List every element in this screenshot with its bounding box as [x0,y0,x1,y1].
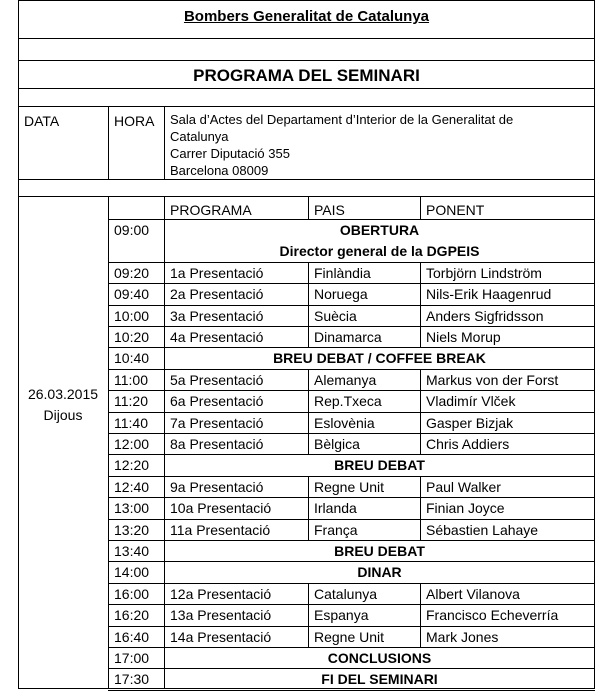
ponent-column-header: PONENT [426,202,485,218]
grid-line [108,626,595,627]
pais-cell: Noruega [314,286,368,303]
programa-cell: 12a Presentació [170,585,272,602]
grid-line [108,283,595,284]
pais-cell: Regne Unit [314,478,385,495]
grid-line [108,196,109,688]
ponent-cell: Paul Walker [426,478,501,495]
grid-line [308,412,309,433]
ponent-cell: Torbjörn Lindström [426,264,542,281]
pais-cell: Catalunya [314,585,378,602]
programa-cell: 6a Presentació [170,393,264,410]
pais-cell: Dinamarca [314,329,382,345]
time-cell: 11:00 [114,371,148,388]
time-cell: 11:40 [114,414,148,431]
ponent-cell: Francisco Echeverría [426,607,559,624]
grid-line [308,196,309,219]
seminar-weekday: Dijous [43,407,83,423]
session-label: CONCLUSIONS [327,650,432,666]
grid-line [18,60,595,61]
time-cell: 09:00 [114,222,150,238]
time-cell: 16:00 [114,585,150,602]
session-label: BREU DEBAT [334,543,425,559]
pais-cell: Finlàndia [314,264,371,281]
pais-cell: França [314,521,358,538]
grid-line [164,196,165,688]
time-cell: 16:40 [114,628,150,645]
time-cell: 13:20 [114,521,150,538]
time-cell: 12:40 [114,478,150,495]
grid-line [108,219,595,220]
grid-line [420,519,421,540]
grid-line [108,433,595,434]
time-cell: 16:20 [114,607,150,624]
time-cell: 09:40 [114,286,150,303]
seminar-date: 26.03.2015 [27,386,99,402]
grid-line [308,262,309,283]
programa-cell: 8a Presentació [170,436,264,452]
pais-cell: Suècia [314,307,357,324]
grid-line [164,106,165,179]
grid-line [308,497,309,518]
programa-cell: 11a Presentació [170,521,271,538]
programa-cell: 14a Presentació [170,628,272,645]
time-cell: 09:20 [114,264,150,281]
time-cell: 10:00 [114,307,150,324]
grid-line [308,433,309,454]
ponent-cell: Nils-Erik Haagenrud [426,286,552,303]
grid-line [108,476,595,477]
grid-line [108,305,595,306]
grid-line [420,305,421,326]
grid-line [108,561,595,562]
ponent-cell: Sébastien Lahaye [426,521,539,538]
time-cell: 12:00 [114,436,150,452]
venue-address-line-3: Carrer Diputació 355 [170,146,290,161]
grid-line [308,369,309,390]
venue-address-line-1: Sala d’Actes del Departament d’Interior de la Generalitat de [170,112,514,127]
grid-line [420,476,421,497]
session-label: BREU DEBAT [334,457,425,474]
ponent-cell: Chris Addiers [426,436,510,452]
grid-line [420,369,421,390]
grid-line [108,262,595,263]
grid-line [308,390,309,411]
programa-cell: 13a Presentació [170,607,272,624]
programa-cell: 5a Presentació [170,371,264,388]
grid-line [108,540,595,541]
ponent-cell: Finian Joyce [426,500,505,517]
programa-cell: 7a Presentació [170,414,264,431]
grid-line [594,0,595,688]
venue-address-line-2: Catalunya [170,129,229,144]
grid-line [308,519,309,540]
grid-line [18,38,595,39]
venue-address-line-4: Barcelona 08009 [170,163,269,178]
grid-line [18,0,595,1]
pais-cell: Regne Unit [314,628,385,645]
time-cell: 10:20 [114,329,150,345]
time-cell: 14:00 [114,564,150,581]
hora-label: HORA [114,113,155,129]
grid-line [18,179,595,180]
program-title: PROGRAMA DEL SEMINARI [193,66,420,85]
session-label: FI DEL SEMINARI [321,671,438,688]
grid-line [420,326,421,347]
session-label: DINAR [357,564,402,581]
data-label: DATA [24,113,60,129]
time-cell: 17:00 [114,650,150,666]
grid-line [108,454,595,455]
pais-cell: Alemanya [314,371,377,388]
grid-line [108,497,595,498]
ponent-cell: Markus von der Forst [426,371,559,388]
grid-line [108,326,595,327]
pais-cell: Bèlgica [314,436,360,452]
grid-line [420,283,421,304]
grid-line [108,690,595,691]
grid-line [308,283,309,304]
grid-line [420,497,421,518]
grid-line [420,262,421,283]
grid-line [420,433,421,454]
grid-line [18,196,595,197]
time-cell: 13:40 [114,543,150,559]
session-sublabel: Director general de la DGPEIS [279,243,480,260]
grid-line [18,88,595,89]
grid-line [18,688,595,689]
ponent-cell: Vladimír Vlček [426,393,516,410]
session-label: BREU DEBAT / COFFEE BREAK [273,350,486,367]
pais-cell: Irlanda [314,500,357,517]
grid-line [108,519,595,520]
grid-line [108,412,595,413]
time-cell: 13:00 [114,500,150,517]
time-cell: 12:20 [114,457,150,474]
programa-cell: 1a Presentació [170,264,264,281]
grid-line [18,106,595,107]
pais-cell: Eslovènia [314,414,375,431]
time-cell: 10:40 [114,350,150,367]
grid-line [108,390,595,391]
pais-cell: Espanya [314,607,369,624]
pais-cell: Rep.Txeca [314,393,382,410]
grid-line [108,347,595,348]
grid-line [420,604,421,625]
grid-line [420,412,421,433]
programa-column-header: PROGRAMA [170,202,252,218]
grid-line [308,476,309,497]
grid-line [308,305,309,326]
time-cell: 17:30 [114,671,150,688]
grid-line [420,583,421,604]
grid-line [308,604,309,625]
ponent-cell: Albert Vilanova [426,585,520,602]
grid-line [108,647,595,648]
grid-line [308,326,309,347]
time-cell: 11:20 [114,393,148,410]
programa-cell: 3a Presentació [170,307,264,324]
ponent-cell: Mark Jones [426,628,499,645]
grid-line [108,668,595,669]
grid-line [308,626,309,647]
grid-line [420,626,421,647]
grid-line [108,369,595,370]
grid-line [108,583,595,584]
grid-line [420,390,421,411]
ponent-cell: Niels Morup [426,329,501,345]
programa-cell: 4a Presentació [170,329,264,345]
grid-line [420,196,421,219]
organization-title: Bombers Generalitat de Catalunya [183,8,430,25]
ponent-cell: Anders Sigfridsson [426,307,544,324]
session-label: OBERTURA [339,222,420,238]
programa-cell: 10a Presentació [170,500,272,517]
grid-line [18,0,19,688]
programa-cell: 2a Presentació [170,286,264,303]
seminar-program-sheet [18,0,595,689]
grid-line [108,604,595,605]
grid-line [308,583,309,604]
pais-column-header: PAIS [314,202,345,218]
programa-cell: 9a Presentació [170,478,264,495]
ponent-cell: Gasper Bizjak [426,414,514,431]
grid-line [108,106,109,179]
